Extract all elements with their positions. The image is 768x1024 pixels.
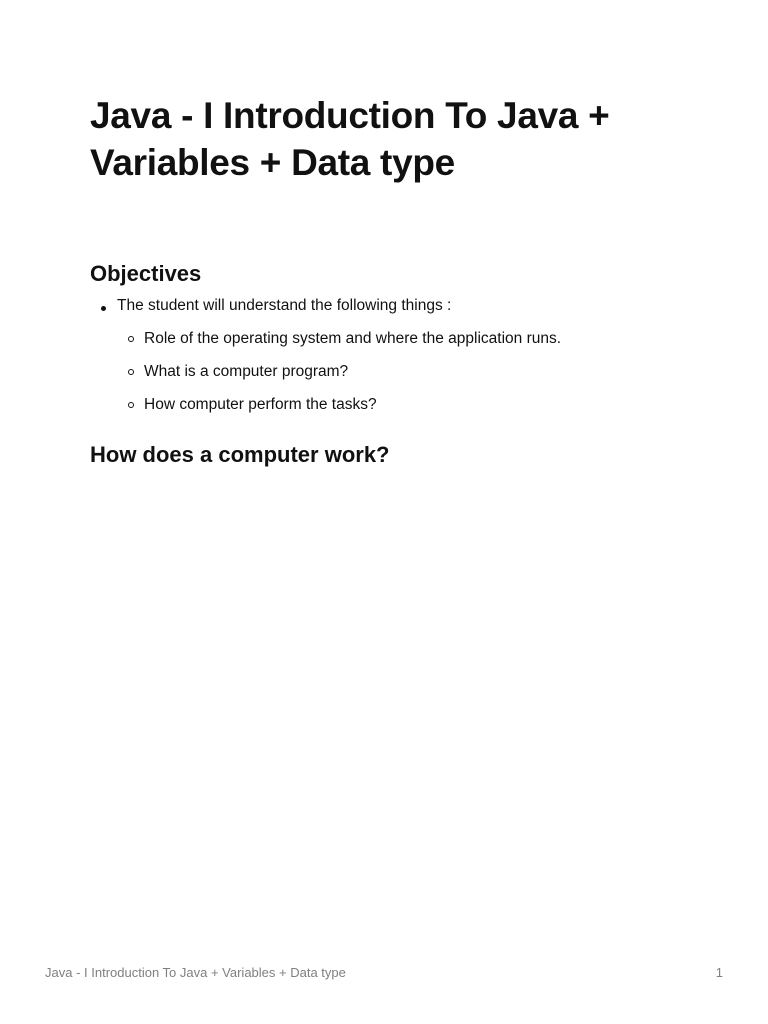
sub-list-item: How computer perform the tasks? <box>117 395 561 415</box>
page-title: Java - I Introduction To Java + Variables + Data type <box>90 95 610 183</box>
footer-page-number: 1 <box>715 965 723 980</box>
list-item <box>90 296 561 415</box>
objective-sub-list <box>117 329 561 415</box>
sub-list-item: What is a computer program? <box>117 362 561 382</box>
how-computer-works-heading: How does a computer work? <box>90 442 390 467</box>
objectives-list <box>90 296 561 415</box>
footer-title: Java - I Introduction To Java + Variables + Data type <box>45 965 346 980</box>
objective-intro-text: The student will understand the following things : <box>117 297 452 314</box>
sub-list-item: Role of the operating system and where the application runs. <box>117 329 561 349</box>
objectives-heading: Objectives <box>90 261 202 286</box>
